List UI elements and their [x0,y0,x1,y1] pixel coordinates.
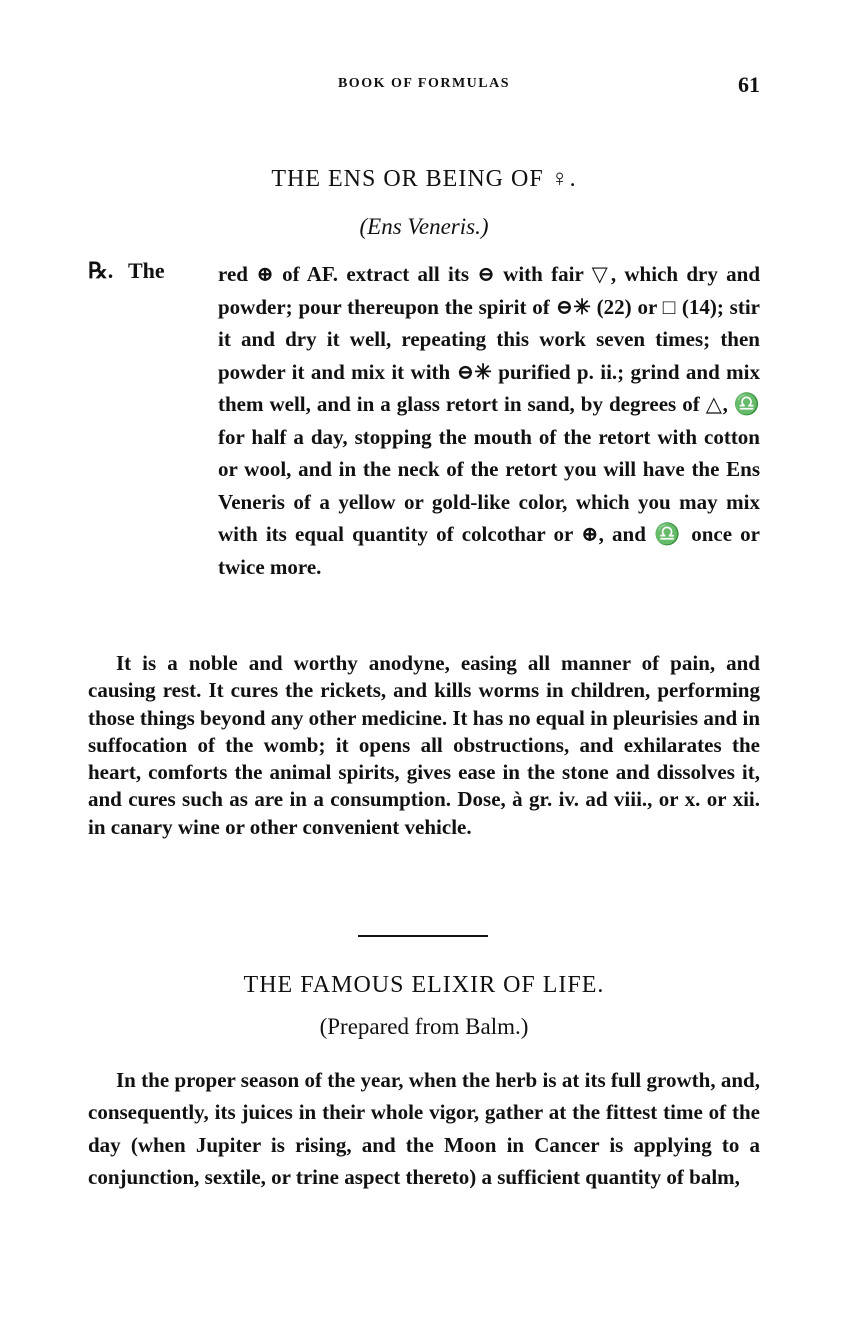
section-divider [358,935,488,937]
elixir-description-text: In the proper season of the year, when the herb is at its full growth, and, consequently, its juices in their whole vigor, gather at the fittest time of the day (when Jupiter is rising, and the Moon in Cancer is applying to a conjunction, sextile, or trine aspect thereto) a sufficient quantity of balm, [88,1068,760,1190]
elixir-description [88,1064,760,1194]
running-header [88,72,760,100]
section-heading-elixir: THE FAMOUS ELIXIR OF LIFE. [243,972,605,998]
recipe-instructions: red ⊕ of AF. extract all its ⊖ with fair ▽, which dry and powder; pour thereupon the spirit of ⊖✳ (22) or □ (14); stir it and dry it well, repeating this work seven times; then powder it and mix it with ⊖✳ purified p. ii.; grind and mix them well, and in a glass retort in sand, by degrees of △, ♎ for half a day, stopping the mouth of the retort with cotton or wool, and in the neck of the retort you will have the Ens Veneris of a yellow or gold-like color, which you may mix with its equal quantity of colcothar or ⊕, and ♎ once or twice more. [218,262,760,579]
recipe-symbol: ℞. [88,258,114,283]
section-subheading-ens-veneris: (Ens Veneris.) [359,214,489,239]
running-title: BOOK OF FORMULAS [337,76,511,91]
ens-veneris-description [88,650,760,841]
recipe-lead-word: The [128,258,165,283]
section-subheading-elixir: (Prepared from Balm.) [319,1014,529,1039]
section-heading-ens-veneris: THE ENS OR BEING OF ♀. [271,166,577,192]
page-number: 61 [738,72,760,97]
ens-veneris-description-text: It is a noble and worthy anodyne, easing all manner of pain, and causing rest. It cures the rickets, and kills worms in children, performing those things beyond any other medicine. It has no equal in pleurisies and in suffocation of the womb; it opens all obstructions, and exhilarates the heart, comforts the animal spirits, gives ease in the stone and dissolves it, and cures such as are in a consumption. Dose, à gr. iv. ad viii., or x. or xii. in canary wine or other convenient vehicle. [88,651,760,839]
